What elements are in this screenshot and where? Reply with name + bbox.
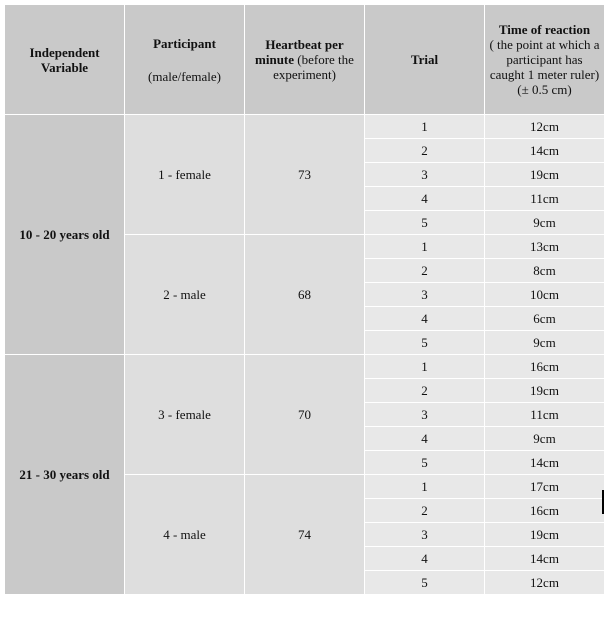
trial-cell: 3 (365, 163, 485, 187)
heartbeat-cell: 73 (245, 115, 365, 235)
reaction-time-cell: 12cm (485, 571, 605, 595)
header-row (5, 5, 605, 115)
table-row (5, 355, 605, 379)
reaction-time-cell: 19cm (485, 379, 605, 403)
trial-cell: 1 (365, 355, 485, 379)
reaction-time-cell: 19cm (485, 523, 605, 547)
trial-cell: 5 (365, 571, 485, 595)
reaction-time-cell: 8cm (485, 259, 605, 283)
trial-cell: 1 (365, 235, 485, 259)
reaction-time-cell: 16cm (485, 499, 605, 523)
participant-cell: 2 - male (125, 235, 245, 355)
header-participant-sub: (male/female) (148, 68, 221, 84)
reaction-time-cell: 9cm (485, 427, 605, 451)
participant-cell: 3 - female (125, 355, 245, 475)
trial-cell: 2 (365, 139, 485, 163)
reaction-time-cell: 12cm (485, 115, 605, 139)
reaction-time-cell: 14cm (485, 451, 605, 475)
reaction-time-cell: 17cm (485, 475, 605, 499)
trial-cell: 2 (365, 499, 485, 523)
reaction-time-cell: 11cm (485, 403, 605, 427)
trial-cell: 1 (365, 475, 485, 499)
heartbeat-cell: 70 (245, 355, 365, 475)
trial-cell: 1 (365, 115, 485, 139)
header-time-rest: ( the point at which a participant has caught 1 meter ruler) (± 0.5 cm) (489, 37, 600, 97)
age-group-cell: 21 - 30 years old (5, 355, 125, 595)
header-trial: Trial (365, 5, 485, 115)
header-heartbeat (245, 5, 365, 115)
reaction-time-cell: 10cm (485, 283, 605, 307)
reaction-time-cell: 11cm (485, 187, 605, 211)
reaction-time-cell: 14cm (485, 139, 605, 163)
header-participant (125, 5, 245, 115)
trial-cell: 5 (365, 211, 485, 235)
table-body (5, 115, 605, 595)
age-group-cell: 10 - 20 years old (5, 115, 125, 355)
trial-cell: 2 (365, 379, 485, 403)
reaction-time-cell: 19cm (485, 163, 605, 187)
trial-cell: 3 (365, 523, 485, 547)
trial-cell: 3 (365, 283, 485, 307)
participant-cell: 1 - female (125, 115, 245, 235)
trial-cell: 2 (365, 259, 485, 283)
header-participant-label: Participant (153, 35, 216, 51)
reaction-time-cell: 16cm (485, 355, 605, 379)
edge-mark (602, 490, 604, 514)
heartbeat-cell: 74 (245, 475, 365, 595)
reaction-time-cell: 14cm (485, 547, 605, 571)
trial-cell: 5 (365, 331, 485, 355)
header-heartbeat-rest: (before the experiment) (273, 52, 354, 82)
header-time (485, 5, 605, 115)
reaction-time-cell: 6cm (485, 307, 605, 331)
reaction-time-cell: 9cm (485, 211, 605, 235)
trial-cell: 5 (365, 451, 485, 475)
participant-cell: 4 - male (125, 475, 245, 595)
header-heartbeat-bold: Heartbeat per minute (255, 37, 344, 67)
reaction-time-table (4, 4, 605, 595)
trial-cell: 4 (365, 307, 485, 331)
trial-cell: 3 (365, 403, 485, 427)
header-independent-variable: Independent Variable (5, 5, 125, 115)
reaction-time-cell: 9cm (485, 331, 605, 355)
table-row (5, 115, 605, 139)
header-time-bold: Time of reaction (498, 22, 591, 37)
trial-cell: 4 (365, 427, 485, 451)
trial-cell: 4 (365, 187, 485, 211)
heartbeat-cell: 68 (245, 235, 365, 355)
trial-cell: 4 (365, 547, 485, 571)
reaction-time-cell: 13cm (485, 235, 605, 259)
